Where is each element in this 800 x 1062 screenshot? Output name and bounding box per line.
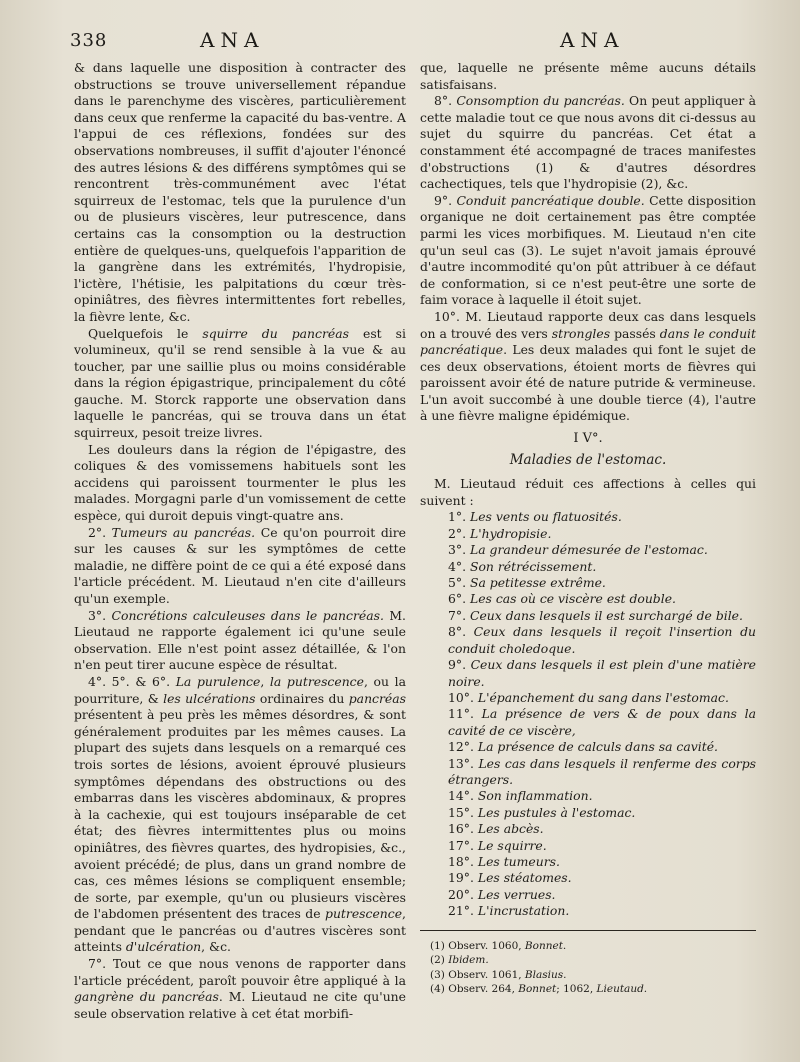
list-item-text: Les tumeurs. <box>477 853 560 869</box>
text: Ce qu'on pourroit dire sur les causes & sur les symptômes de cette maladie, ne diffère point de ce qui a été exposé dans l'article précédent. M. Lieutaud n'en cite d'ailleurs qu'un exemple. <box>74 524 406 606</box>
text: (1) Observ. 1060, <box>430 940 525 952</box>
list-item <box>420 559 756 575</box>
list-item <box>420 854 756 870</box>
left-column <box>74 60 406 1022</box>
paragraph <box>74 326 406 442</box>
emphasis: La purulence <box>175 673 261 689</box>
list-item-number: 6°. <box>448 591 470 607</box>
right-column <box>420 60 756 920</box>
list-item <box>420 624 756 657</box>
list-item <box>420 887 756 903</box>
list-item-text: L'épanchement du sang dans l'estomac. <box>477 689 729 705</box>
list-item-number: 19°. <box>448 870 478 886</box>
list-item-number: 15°. <box>448 804 478 820</box>
emphasis: Ibidem. <box>448 954 489 967</box>
list-item <box>420 706 756 739</box>
list-item <box>420 526 756 542</box>
footnote <box>420 939 756 953</box>
emphasis: Bonnet. <box>524 940 567 952</box>
list-item <box>420 608 756 624</box>
list-item-number: 13°. <box>448 755 479 771</box>
paragraph <box>420 193 756 309</box>
text: 8°. <box>434 93 457 109</box>
text: 3°. <box>88 607 112 623</box>
list-item-number: 17°. <box>448 837 478 853</box>
list-item-text: Ceux dans lesquels il est surchargé de bile. <box>469 607 743 623</box>
paragraph <box>420 309 756 425</box>
list-item <box>420 903 756 919</box>
header-right-title: ANA <box>560 28 625 52</box>
emphasis: gangrène du pancréas <box>74 989 219 1005</box>
list-item <box>420 575 756 591</box>
text: , &c. <box>201 939 231 955</box>
text: Cette disposition organique ne doit certainement pas être comptée parmi les vices morbifiques. M. Lieutaud n'en cite qu'un seul cas (3). Le sujet n'avoit jamais éprouvé d'autre incommodité qu'on pût attribuer à ce défaut de conformation, si ce n'est peut-être une sorte de faim vorace à laquelle il étoit sujet. <box>420 192 756 308</box>
emphasis: Lieutaud. <box>596 983 648 996</box>
text: , ou la pourriture, & <box>74 673 406 706</box>
emphasis: d'ulcération <box>125 939 202 955</box>
text: M. Lieutaud ne rapporte également ici qu'une seule observation. Elle n'est point assez détaillée, & l'on n'en peut tirer aucune espèce de résultat. <box>74 607 406 673</box>
text: Quelquefois le <box>88 325 203 341</box>
list-item <box>420 756 756 789</box>
list-item-text: La présence de calculs dans sa cavité. <box>477 739 718 755</box>
list-item-number: 10°. <box>448 689 478 705</box>
text: , <box>260 673 270 689</box>
list-item-number: 21°. <box>448 903 478 919</box>
emphasis: la putrescence <box>269 673 364 689</box>
paragraph: & dans laquelle une disposition à contracter des obstructions se trouve universellement répandue dans le parenchyme des viscères, particulièrement dans ceux que renferme la capacité du bas-ventre. A l'appui de ces réflexions, fondées sur des observations nombreuses, il suffit d'ajouter l'énoncé des autres lésions & des différens symptômes qui se rencontrent très-communément avec l'état squirreux de l'estomac, tels que la purulence d'un ou de plusieurs viscères, leur putrescence, dans certains cas la consomption ou la destruction entière de quelques-uns, quelquefois l'apparition de la gangrène dans les extrémités, l'hydropisie, l'ictère, l'hétisie, les palpitations du cœur très-opiniâtres, des fièvres intermittentes fort rebelles, la fièvre lente, &c. <box>74 60 406 324</box>
list-item-text: Les pustules à l'estomac. <box>477 804 636 820</box>
paragraph: que, laquelle ne présente même aucuns détails satisfaisans. <box>420 60 756 92</box>
disease-list <box>420 509 756 919</box>
list-item-text: Son rétrécissement. <box>469 558 597 574</box>
list-item-number: 7°. <box>448 607 470 623</box>
list-item <box>420 870 756 886</box>
text: (3) Observ. 1061, <box>430 968 525 981</box>
list-item-text: L'hydropisie. <box>469 525 552 541</box>
text: On peut appliquer à cette maladie tout ce que nous avons dit ci-dessus au sujet du squirre du pancréas. Cet état a constamment été accompagné de traces manifestes d'obstructions (1) & d'autres désordres cachectiques, tels que l'hydropisie (2), &c. <box>420 93 756 192</box>
list-item-text: La grandeur démesurée de l'estomac. <box>469 542 708 558</box>
text: (4) Observ. 264, <box>430 983 519 996</box>
text: ordinaires du <box>255 690 349 706</box>
list-item-text: La présence de vers & de poux dans la cavité de ce viscère, <box>448 706 757 738</box>
text: 10°. M. Lieutaud rapporte deux cas dans lesquels on a trouvé des vers <box>420 308 756 341</box>
paragraph <box>74 525 406 608</box>
emphasis: strongles <box>551 325 611 341</box>
list-item-number: 3°. <box>448 542 470 558</box>
list-item-text: Les stéatomes. <box>477 870 572 886</box>
list-item-text: Le squirre. <box>477 837 547 853</box>
text: est si volumineux, qu'il se rend sensible à la vue & au toucher, par une saillie plus ou moins considérable dans la région épigastrique, principalement du côté gauche. M. Storck rapporte une observation dans laquelle le pancréas, qui se trouva dans un état squirreux, pesoit treize livres. <box>74 325 406 441</box>
list-item-text: Son inflammation. <box>477 788 593 804</box>
emphasis: Tumeurs au pancréas. <box>111 524 256 540</box>
emphasis: dans le conduit pancréatique <box>420 325 756 358</box>
text: 4°. 5°. & 6°. <box>88 673 176 689</box>
paragraph <box>74 956 406 1022</box>
paragraph <box>74 674 406 956</box>
list-item-number: 20°. <box>448 886 478 902</box>
text: 2°. <box>88 524 112 540</box>
emphasis: squirre du pancréas <box>202 325 349 341</box>
list-item-number: 11°. <box>448 706 482 722</box>
emphasis: putrescence <box>325 906 403 922</box>
list-item <box>420 805 756 821</box>
emphasis: Consomption du pancréas. <box>456 93 625 109</box>
list-item-number: 16°. <box>448 821 478 837</box>
list-item-text: Les verrues. <box>477 886 556 902</box>
list-item-text: Les cas où ce viscère est double. <box>469 591 676 607</box>
footnote <box>420 982 756 996</box>
text: 7°. Tout ce que nous venons de rapporter dans l'article précédent, paroît pouvoir être appliqué à la <box>74 956 406 988</box>
list-item-number: 5°. <box>448 575 470 591</box>
list-item <box>420 591 756 607</box>
list-item-text: Sa petitesse extrême. <box>469 575 606 591</box>
list-item-number: 4°. <box>448 558 470 574</box>
list-item <box>420 821 756 837</box>
footnote <box>420 953 756 967</box>
list-item-number: 9°. <box>448 657 471 673</box>
emphasis: les ulcérations <box>163 690 256 706</box>
list-item-text: Les vents ou flatuosités. <box>469 509 622 525</box>
list-item-number: 14°. <box>448 788 478 804</box>
text: . Les deux malades qui font le sujet de ces deux observations, étoient morts de fièvres qui paroissent avoir été de nature putride & vermineuse. L'un avoit succombé à une double tierce (4), l'autre à une fièvre maligne épidémique. <box>420 342 756 424</box>
list-item <box>420 542 756 558</box>
emphasis: pancréas <box>348 690 406 706</box>
text: 9°. <box>434 192 457 208</box>
list-item-text: Ceux dans lesquels il reçoit l'insertion du conduit choledoque. <box>448 624 756 656</box>
footnote <box>420 968 756 982</box>
text: . M. Lieutaud ne cite qu'une seule observation relative à cet état morbifi- <box>74 989 406 1021</box>
list-item-number: 12°. <box>448 739 478 755</box>
running-header <box>70 28 760 56</box>
list-item-number: 2°. <box>448 525 470 541</box>
list-item-number: 8°. <box>448 624 474 640</box>
text: présentent à peu près les mêmes désordres, & sont généralement produites par les mêmes causes. La plupart des sujets dans lesquels on a remarqué ces trois sortes de lésions, avoient éprouvé plusieurs symptômes dépendans des obstructions ou des embarras dans les viscères abdominaux, & propres à la cachexie, qui est toujours inséparable de cet état; des fièvres intermittentes plus ou moins opiniâtres, des fièvres quartes, des hydropisies, &c., avoient précédé; de plus, dans un grand nombre de cas, ces mêmes lésions se compliquent ensemble; de sorte, par exemple, qu'un ou plusieurs viscères de l'abdomen présentent des traces de <box>74 707 406 922</box>
list-item-text: Ceux dans lesquels il est plein d'une matière noire. <box>448 657 756 689</box>
list-item <box>420 657 756 690</box>
emphasis: Blasius. <box>524 968 567 981</box>
text: ; 1062, <box>556 983 597 996</box>
paragraph <box>420 93 756 193</box>
paragraph <box>74 608 406 674</box>
list-item-text: Les cas dans lesquels il renferme des corps étrangers. <box>448 755 756 787</box>
paragraph: Les douleurs dans la région de l'épigastre, des coliques & des vomissemens habituels sont les accidens qui paroissent tourmenter le plus les malades. Morgagni parle d'un vomissement de cette espèce, qui duroit depuis vingt-quatre ans. <box>74 441 406 524</box>
list-item <box>420 509 756 525</box>
list-item <box>420 739 756 755</box>
list-item-number: 1°. <box>448 509 470 525</box>
text: passés <box>610 325 660 341</box>
emphasis: Conduit pancréatique double. <box>456 192 645 208</box>
section-title: Maladies de l'estomac. <box>509 451 667 468</box>
header-left-title: ANA <box>200 28 265 52</box>
emphasis: Concrétions calculeuses dans le pancréas. <box>111 607 384 623</box>
list-item-number: 18°. <box>448 853 478 869</box>
text: (2) <box>430 954 449 967</box>
footnotes <box>420 930 756 997</box>
list-item-text: Les abcès. <box>477 821 544 837</box>
list-item-text: L'incrustation. <box>477 903 570 919</box>
list-item <box>420 690 756 706</box>
section-number: I V°. <box>573 431 603 447</box>
page-number: 338 <box>70 30 108 51</box>
list-item <box>420 788 756 804</box>
emphasis: Bonnet <box>518 983 557 996</box>
list-item <box>420 838 756 854</box>
text: , pendant que le pancréas ou d'autres viscères sont atteints <box>74 906 406 955</box>
paragraph: M. Lieutaud réduit ces affections à celles qui suivent : <box>420 476 756 508</box>
